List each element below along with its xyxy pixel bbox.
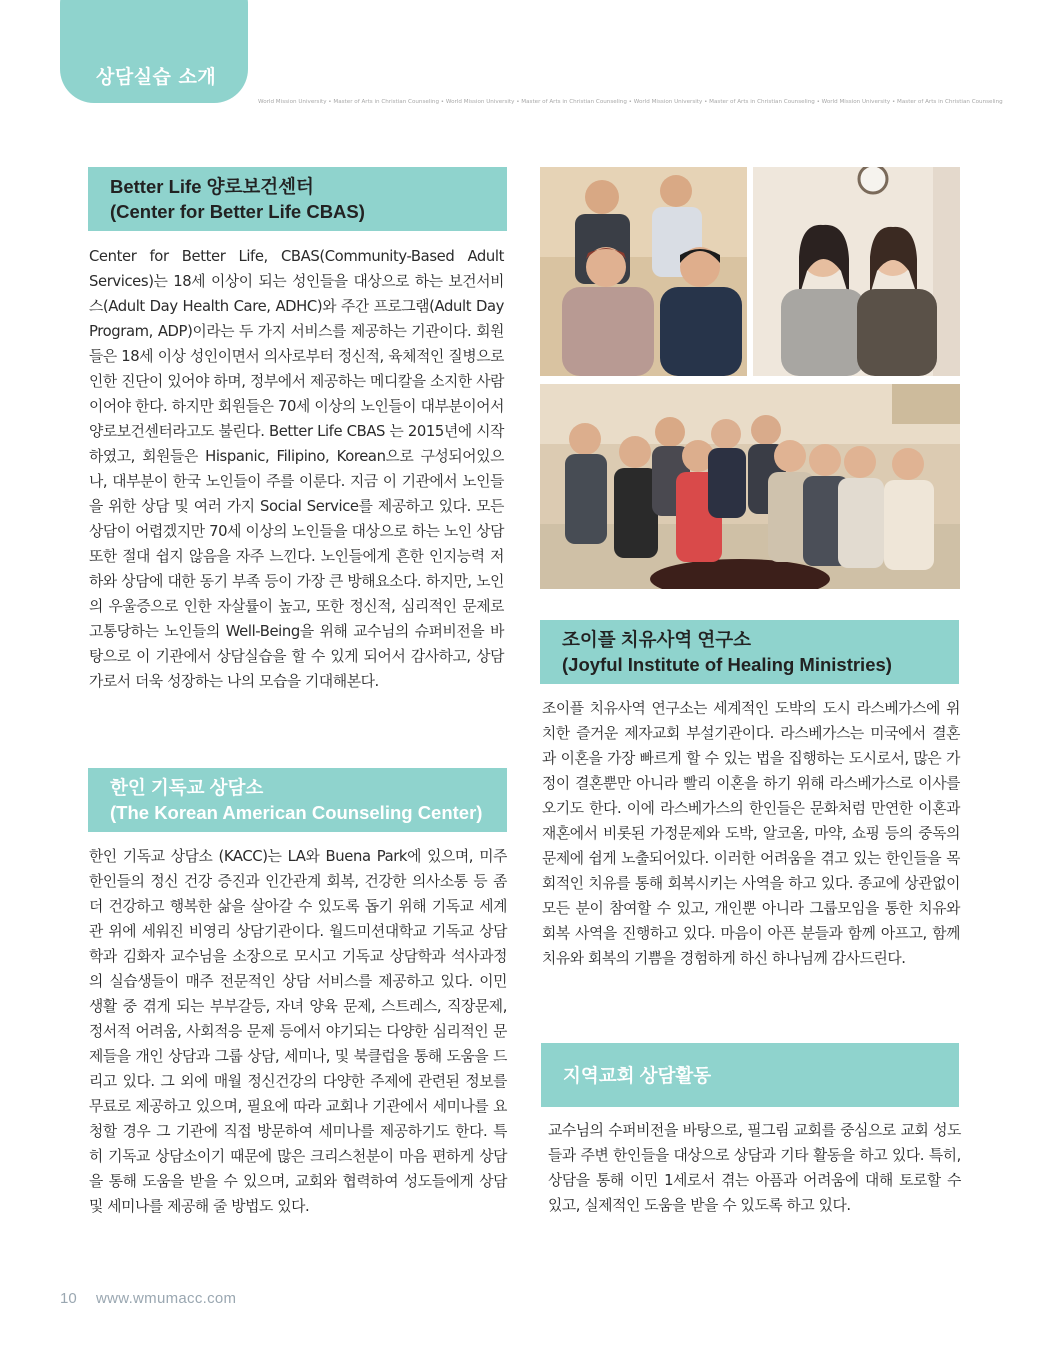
joyful-heading	[540, 620, 959, 684]
large-group-photo	[540, 384, 960, 589]
local-church-body: 교수님의 수퍼비전을 바탕으로, 필그림 교회를 중심으로 교회 성도들과 주변 한인들을 대상으로 상담과 기타 활동을 하고 있다. 특히, 상담을 통해 이민 1세로서 겪는 아픔과 어려움에 대해 토로할 수 있고, 실제적인 도움을 받을 수 있도록 하고 있다.	[548, 1122, 961, 1214]
kacc-body: 한인 기독교 상담소 (KACC)는 LA와 Buena Park에 있으며, 미주 한인들의 정신 건강 증진과 인간관계 회복, 건강한 의사소통 등 좀 더 건강하고 행복한 삶을 살아갈 수 있도록 돕기 위해 기독교 세계관 위에 세워진 비영리 상담기관이다. 월드미션대학교 기독교 상담학과 김화자 교수님을 소장으로 모시고 기독교 상담학과 석사과정의 실습생들이 매주 전문적인 상담 서비스를 제공하고 있다. 이민 생활 중 겪게 되는 부부갈등, 자녀 양육 문제, 스트레스, 직장문제, 정서적 어려움, 사회적응 문제 등에서 야기되는 다양한 심리적인 문제들을 개인 상담과 그룹 상담, 세미나, 및 북클럽을 통해 도움을 드리고 있다. 그 외에 매월 정신건강의 다양한 주제에 관련된 정보를 무료로 제공하고 있으며, 필요에 따라 교회나 기관에서 세미나를 요청할 경우 그 기관에 직접 방문하여 세미나를 제공하기도 한다. 특히 기독교 상담소이기 때문에 많은 크리스천분이 마음 편하게 상담을 통해 도움을 받을 수 있으며, 교회와 협력하여 성도들에게 상담 및 세미나를 제공해 줄 방법도 있다.	[89, 848, 507, 1215]
better-life-title-en: (Center for Better Life CBAS)	[110, 201, 365, 222]
better-life-heading	[88, 167, 507, 231]
local-church-title: 지역교회 상담활동	[563, 1064, 712, 1086]
section-tab-label: 상담실습 소개	[96, 66, 217, 88]
photo-two-women	[753, 167, 960, 376]
better-life-title-ko: Better Life 양로보건센터	[110, 176, 314, 197]
footer-url[interactable]: www.wmumacc.com	[96, 1290, 237, 1307]
running-header-text: World Mission University • Master of Arts in Christian Counseling • World Mission University • Master of Arts in Christian Counseling • World Mission University • Master of Arts in Christian Counseling • World Mission University • Master of Arts in Christian Counseling	[258, 99, 1003, 105]
joyful-title-ko: 조이플 치유사역 연구소	[562, 629, 751, 650]
kacc-title-en: (The Korean American Counseling Center)	[110, 802, 483, 823]
kacc-heading	[88, 768, 507, 832]
local-church-heading	[541, 1043, 959, 1107]
better-life-body: Center for Better Life, CBAS(Community-Based Adult Services)는 18세 이상이 되는 성인들을 대상으로 하는 보건서비스(Adult Day Health Care, ADHC)와 주간 프로그램(Adult Day Program, ADP)이라는 두 가지 서비스를 제공하는 기관이다. 회원들은 18세 이상 성인이면서 의사로부터 정신적, 육체적인 질병으로 인한 진단이 있어야 하며, 정부에서 제공하는 메디칼을 소지한 사람이어야 한다. 하지만 회원들은 70세 이상의 노인들이 대부분이어서 양로보건센터라고도 불린다. Better Life CBAS 는 2015년에 시작하였고, 회원들은 Hispanic, Filipino, Korean으로 구성되어있으나, 대부분이 한국 노인들이 주를 이룬다. 지금 이 기관에서 노인들을 위한 상담 및 여러 가지 Social Service를 제공하고 있다. 모든 상담이 어렵겠지만 70세 이상의 노인들을 대상으로 하는 노인 상담 또한 절대 쉽지 않음을 자주 느낀다. 노인들에게 흔한 인지능력 저하와 상담에 대한 동기 부족 등이 가장 큰 방해요소다. 하지만, 노인의 우울증으로 인한 자살률이 높고, 또한 정신적, 심리적인 문제로 고통당하는 노인들의 Well-Being을 위해 교수님의 슈퍼비전을 바탕으로 이 기관에서 상담실습을 할 수 있게 되어서 감사하고, 상담가로서 더욱 성장하는 나의 모습을 기대해본다.	[89, 248, 504, 690]
page-number: 10	[60, 1290, 77, 1307]
joyful-body: 조이플 치유사역 연구소는 세계적인 도박의 도시 라스베가스에 위치한 즐거운 제자교회 부설기관이다. 라스베가스는 미국에서 결혼과 이혼을 가장 빠르게 할 수 있는 법을 집행하는 도시로서, 많은 가정이 결혼뿐만 아니라 빨리 이혼을 하기 위해 라스베가스로 이사를 오기도 한다. 이에 라스베가스의 한인들은 문화처럼 만연한 이혼과 재혼에서 비롯된 가정문제와 도박, 알코올, 마약, 쇼핑 등의 중독의 문제에 쉽게 노출되어있다. 이러한 어려움을 겪고 있는 한인들을 목회적인 치유를 통해 회복시키는 사역을 하고 있다. 종교에 상관없이 모든 분이 참여할 수 있고, 개인뿐 아니라 그룹모임을 통한 치유와 회복 사역을 진행하고 있다. 마음이 아픈 분들과 함께 아프고, 함께 치유와 회복의 기쁨을 경험하게 하신 하나님께 감사드린다.	[542, 700, 960, 967]
joyful-title-en: (Joyful Institute of Healing Ministries)	[562, 654, 892, 675]
group-photo-four-people	[540, 167, 747, 376]
kacc-title-ko: 한인 기독교 상담소	[110, 777, 264, 798]
